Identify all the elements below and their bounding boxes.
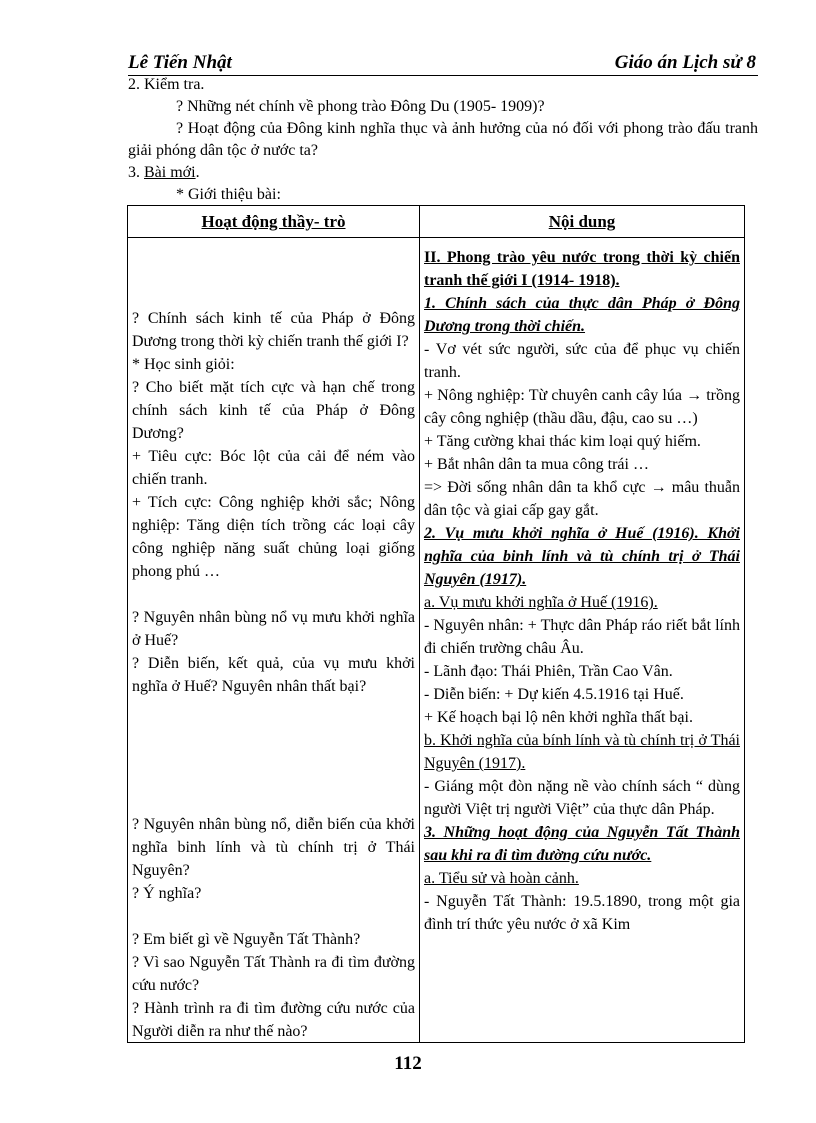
content-line: - Nguyên nhân: + Thực dân Pháp ráo riết bắt lính đi chiến trường châu Âu. bbox=[424, 617, 740, 657]
teacher-student-column bbox=[128, 206, 420, 1042]
activity-item: ? Nguyên nhân bùng nổ, diễn biến của khởi nghĩa binh lính và tù chính trị ở Thái Nguyên? bbox=[132, 816, 415, 879]
content-line: + Nông nghiệp: Từ chuyên canh cây lúa → trồng cây công nghiệp (thầu dầu, đậu, cao su …) bbox=[424, 387, 740, 427]
content-line: + Tăng cường khai thác kim loại quý hiếm. bbox=[424, 433, 701, 450]
header-subject: Giáo án Lịch sử 8 bbox=[614, 52, 756, 73]
content-subheading: b. Khởi nghĩa của bính lính và tù chính trị ở Thái Nguyên (1917). bbox=[424, 732, 740, 772]
kiemtra-heading: 2. Kiểm tra. bbox=[128, 76, 205, 93]
activity-item: ? Em biết gì về Nguyễn Tất Thành? bbox=[132, 931, 361, 948]
content-line: => Đời sống nhân dân ta khổ cực → mâu thuẫn dân tộc và giai cấp gay gắt. bbox=[424, 479, 740, 519]
activity-item: + Tiêu cực: Bóc lột của cải để ném vào chiến tranh. bbox=[132, 448, 415, 488]
header-author: Lê Tiến Nhật bbox=[128, 52, 232, 73]
content-line: - Diễn biến: + Dự kiến 4.5.1916 tại Huế. bbox=[424, 686, 684, 703]
activity-item: ? Ý nghĩa? bbox=[132, 885, 202, 902]
activity-item: ? Hành trình ra đi tìm đường cứu nước của Người diễn ra như thế nào? bbox=[132, 1000, 415, 1040]
content-line: - Vơ vét sức người, sức của để phục vụ chiến tranh. bbox=[424, 341, 740, 381]
content-line: + Kế hoạch bại lộ nên khởi nghĩa thất bại. bbox=[424, 709, 693, 726]
baimoi-heading: 3. Bài mới. bbox=[128, 164, 200, 181]
column-header-right: Nội dung bbox=[420, 206, 744, 238]
content-column bbox=[420, 206, 744, 1042]
activity-item: ? Diễn biến, kết quả, của vụ mưu khởi nghĩa ở Huế? Nguyên nhân thất bại? bbox=[132, 655, 415, 695]
page-number: 112 bbox=[394, 1053, 422, 1074]
activity-item: ? Nguyên nhân bùng nổ vụ mưu khởi nghĩa ở Huế? bbox=[132, 609, 415, 649]
column-header-left: Hoạt động thầy- trò bbox=[128, 206, 419, 238]
activity-item: ? Chính sách kinh tế của Pháp ở Đông Dương trong thời kỳ chiến tranh thế giới I? bbox=[132, 310, 415, 350]
activity-item: + Tích cực: Công nghiệp khởi sắc; Nông nghiệp: Tăng diện tích trồng các loại cây công nghiệp năng suất chủng loại giống phong phú … bbox=[132, 494, 415, 580]
review-question-2: ? Hoạt động của Đông kinh nghĩa thục và ảnh hưởng của nó đối với phong trào đấu tranh giải phóng dân tộc ở nước ta? bbox=[128, 120, 758, 159]
subsection-heading: 3. Những hoạt động của Nguyễn Tất Thành sau khi ra đi tìm đường cứu nước. bbox=[424, 824, 740, 864]
intro-section bbox=[128, 74, 758, 206]
content-subheading: a. Tiểu sử và hoàn cảnh. bbox=[424, 870, 579, 887]
content-line: - Giáng một đòn nặng nề vào chính sách “ dùng người Việt trị người Việt” của thực dân Pháp. bbox=[424, 778, 740, 818]
content-subheading: a. Vụ mưu khởi nghĩa ở Huế (1916). bbox=[424, 594, 658, 611]
content-line: - Lãnh đạo: Thái Phiên, Trần Cao Vân. bbox=[424, 663, 673, 680]
activity-item: ? Vì sao Nguyễn Tất Thành ra đi tìm đường cứu nước? bbox=[132, 954, 415, 994]
activity-item: * Học sinh giỏi: bbox=[132, 356, 235, 373]
review-question-1: ? Những nét chính về phong trào Đông Du (1905- 1909)? bbox=[176, 98, 545, 115]
gioithieu-line: * Giới thiệu bài: bbox=[176, 186, 281, 203]
lesson-table bbox=[127, 205, 745, 1043]
section-heading: II. Phong trào yêu nước trong thời kỳ chiến tranh thế giới I (1914- 1918). bbox=[424, 249, 740, 289]
subsection-heading: 2. Vụ mưu khởi nghĩa ở Huế (1916). Khởi nghĩa của binh lính và tù chính trị ở Thái Nguyên (1917). bbox=[424, 525, 740, 588]
content-line: - Nguyễn Tất Thành: 19.5.1890, trong một gia đình trí thức yêu nước ở xã Kim bbox=[424, 893, 740, 933]
subsection-heading: 1. Chính sách của thực dân Pháp ở Đông Dương trong thời chiến. bbox=[424, 295, 740, 335]
activity-item: ? Cho biết mặt tích cực và hạn chế trong chính sách kinh tế của Pháp ở Đông Dương? bbox=[132, 379, 415, 442]
content-line: + Bắt nhân dân ta mua công trái … bbox=[424, 456, 649, 473]
